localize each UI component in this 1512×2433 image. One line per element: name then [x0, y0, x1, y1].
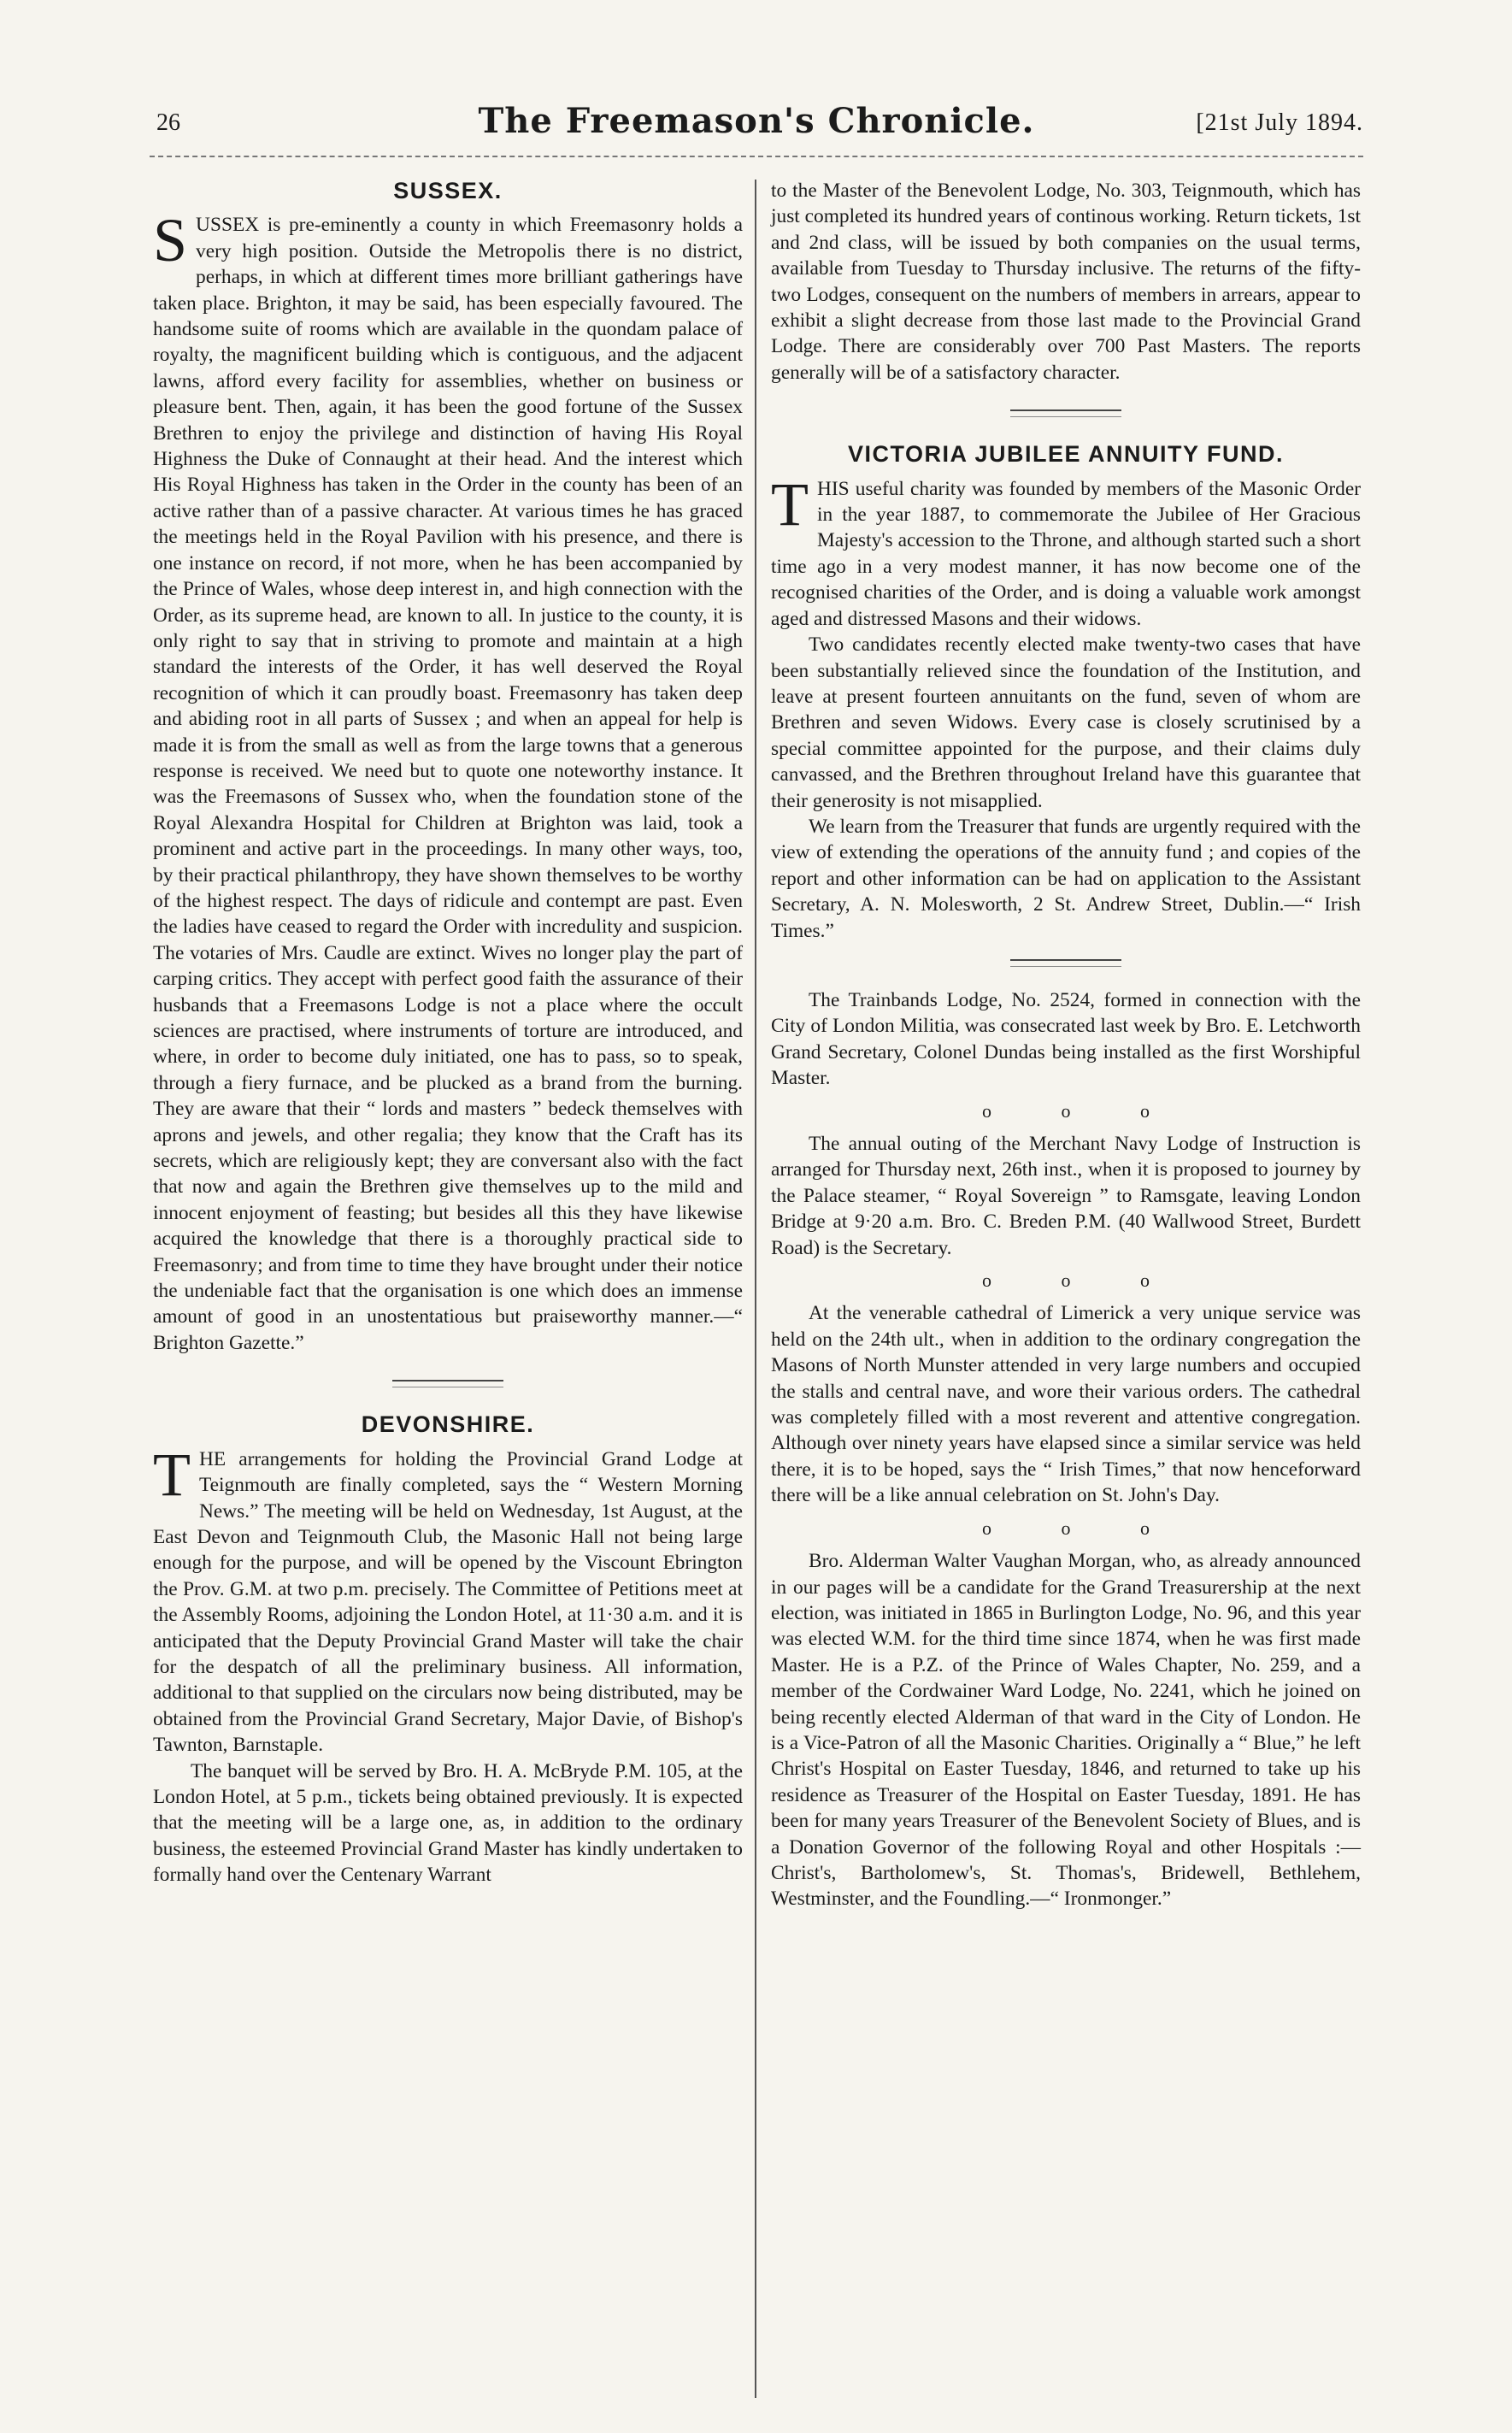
jubilee-paragraph-1 — [771, 469, 1361, 632]
left-column — [153, 178, 743, 1888]
header-rule — [150, 156, 1363, 157]
devonshire-continuation: to the Master of the Benevolent Lodge, No. 303, Teignmouth, which has just completed its hundred years of continous working. Return tickets, 1st and 2nd class, will be issued by both companies on the usual terms, available from Tuesday to Thursday inclusive. The returns of the fifty-two Lodges, consequent on the numbers of members in arrears, appear to exhibit a slight decrease from those last made to the Provincial Grand Lodge. There are considerably over 700 Past Masters. The reports generally will be of a satisfactory character. — [771, 180, 1361, 384]
devonshire-paragraph-2: The banquet will be served by Bro. H. A. McBryde P.M. 105, at the London Hotel, at 5 p.m., tickets being obtained previously. It is expected that the meeting will be a large one, as, in addition to the ordinary business, the esteemed Provincial Grand Master has kindly undertaken to formally hand over the Centenary Warrant — [153, 1759, 743, 1887]
separator-dots: o o o — [982, 1270, 1182, 1292]
morgan-paragraph: Bro. Alderman Walter Vaughan Morgan, who, as already announced in our pages will be a candidate for the Grand Treasurership at the next election, was initiated in 1865 in Burlington Lodge, No. 96, and this year was elected W.M. for the third time since 1874, when he was first made Master. He is a P.Z. of the Prince of Wales Chapter, No. 259, and a member of the Cordwainer Ward Lodge, No. 2241, which he joined on being recently elected Alderman of that ward in the City of London. He is a Vice-Patron of all the Masonic Charities. Originally a “ Blue,” he left Christ's Hospital on Easter Tuesday, 1846, and returned to take up his residence as Treasurer of the Hospital on Easter Tuesday, 1891. He has been for many years Treasurer of the Benevolent Society of Blues, and is a Donation Governor of the following Royal and other Hospitals :—Christ's, Bartholomew's, St. Thomas's, Bridewell, Bethlehem, Westminster, and the Foundling.—“ Ironmonger.” — [771, 1550, 1361, 1911]
page-number: 26 — [156, 109, 180, 136]
devonshire-heading: DEVONSHIRE. — [361, 1411, 535, 1438]
jubilee-text-1: HIS useful charity was founded by members of the Masonic Order in the year 1887, to commemorate the Jubilee of Her Gracious Majesty's accession to the Throne, and although started such a short time ago in a very modest manner, it has now become one of the recognised charities of the Order, and is doing a valuable work amongst aged and distressed Masons and their widows. — [771, 477, 1361, 630]
section-rule — [1010, 959, 1121, 967]
masthead — [150, 101, 1363, 152]
section-rule — [1010, 409, 1121, 417]
devonshire-text-1: HE arrangements for holding the Provincial Grand Lodge at Teignmouth are finally completed, says the “ Western Morning News.” The meeting will be held on Wednesday, 1st August, at the East Devon and Teignmouth Club, the Masonic Hall not being large enough for the purpose, and will be opened by the Viscount Ebrington the Prov. G.M. at two p.m. precisely. The Committee of Petitions meet at the Assembly Rooms, adjoining the London Hotel, at 11·30 a.m. and it is anticipated that the Deputy Provincial Grand Master will take the chair for the despatch of all the preliminary business. All information, additional to that supplied on the circulars now being distributed, may be obtained from the Provincial Grand Secretary, Major Davie, of Bishop's Tawnton, Barnstaple. — [153, 1447, 743, 1757]
separator-dots: o o o — [982, 1099, 1182, 1122]
trainbands-paragraph: The Trainbands Lodge, No. 2524, formed in connection with the City of London Militia, was consecrated last week by Bro. E. Letchworth Grand Secretary, Colonel Dundas being installed as the first Worshipful Master. — [771, 988, 1361, 1090]
dropcap: S — [153, 206, 188, 275]
newspaper-title: The Freemason's Chronicle. — [478, 101, 1035, 141]
issue-date: [21st July 1894. — [1196, 109, 1363, 136]
merchant-navy-paragraph: The annual outing of the Merchant Navy Lodge of Instruction is arranged for Thursday next, 26th inst., when it is proposed to journey by the Palace steamer, “ Royal Sovereign ” to Ramsgate, leaving London Bridge at 9·20 a.m. Bro. C. Breden P.M. (40 Wallwood Street, Burdett Road) is the Secretary. — [771, 1133, 1361, 1259]
limerick-paragraph: At the venerable cathedral of Limerick a very unique service was held on the 24th ult., when in addition to the ordinary congregation the Masons of North Munster attended in very large numbers and occupied the stalls and central nave, and wore their various orders. The cathedral was completely filled with a most reverent and attentive congregation. Although over ninety years have elapsed since a similar service was held there, it is to be hoped, says the “ Irish Times,” that now henceforward there will be a like annual celebration on St. John's Day. — [771, 1302, 1361, 1507]
jubilee-paragraph-2: Two candidates recently elected make twenty-two cases that have been substantially relieved since the foundation of the Institution, and leave at present fourteen annuitants on the fund, seven of whom are Brethren and seven Widows. Every case is closely scrutinised by a special committee appointed for the purpose, and their claims duly canvassed, and the Brethren throughout Ireland have this guarantee that their generosity is not misapplied. — [771, 633, 1361, 812]
dropcap: T — [771, 469, 809, 539]
devonshire-paragraph-1 — [153, 1440, 743, 1758]
sussex-heading: SUSSEX. — [393, 178, 503, 203]
jubilee-paragraph-3: We learn from the Treasurer that funds are urgently required with the view of extending the operations of the annuity fund ; and copies of the report and other information can be had on application to the Assistant Secretary, A. N. Molesworth, 2 St. Andrew Street, Dublin.—“ Irish Times.” — [771, 815, 1361, 942]
separator-dots: o o o — [982, 1517, 1182, 1539]
right-column — [771, 178, 1361, 1912]
dropcap: T — [153, 1440, 191, 1509]
sussex-paragraph — [153, 206, 743, 1356]
sussex-text: USSEX is pre-eminently a county in which Freemasonry holds a very high position. Outside the Metropolis there is no district, perhaps, in which at different times more brilliant gatherings have taken place. Brighton, it may be said, has been especially favoured. The handsome suite of rooms which are available in the quondam palace of royalty, the magnificent building which is contiguous, and the adjacent lawns, afford every facility for assemblies, whether on business or pleasure bent. Then, again, it has been the good fortune of the Sussex Brethren to enjoy the privilege and distinction of having His Royal Highness the Duke of Connaught at their head. And the interest which His Royal Highness has taken in the Order in the county has been of an active rather than of a passive character. At various times he has graced the meetings held in the Royal Pavilion with his presence, and there is one instance on record, if not more, when he has been accompanied by the Prince of Wales, whose deep interest in, and high connection with the Order, as its supreme head, are known to all. In justice to the county, it is only right to say that in striving to promote and maintain at a high standard the interests of the Order, it has well deserved the Royal recognition of which it can proudly boast. Freemasonry has taken deep and abiding root in all parts of Sussex ; and when an appeal for help is made it is from the small as well as from the large towns that a generous response is received. We need but to quote one noteworthy instance. It was the Freemasons of Sussex who, when the foundation stone of the Royal Alexandra Hospital for Children at Brighton was laid, took a prominent and active part in the proceedings. In many other ways, too, by their practical philanthropy, they have shown themselves to be worthy of the highest respect. The days of ridicule and contempt are past. Even the ladies have ceased to regard the Order with incredulity and suspicion. The votaries of Mrs. Caudle are extinct. Wives no longer play the part of carping critics. They accept with perfect good faith the assurance of their husbands that a Freemasons Lodge is not a place where the occult sciences are practised, where instruments of torture are introduced, and where, in order to become duly initiated, one has to pass, so to speak, through a fiery furnace, and be plucked as a brand from the burning. They are aware that their “ lords and masters ” bedeck themselves with aprons and jewels, and other regalia; they know that the Craft has its secrets, which are religiously kept; they are conversant also with the fact that now and again the Brethren give themselves up to the mild and innocent enjoyment of feasting; but besides all this they have likewise acquired the knowledge that there is a thoroughly practical side to Freemasonry; and from time to time they have brought under their notice the undeniable fact that the organisation is one which does an immense amount of good in an unostentatious but praiseworthy manner.—“ Brighton Gazette.” — [153, 214, 743, 1354]
jubilee-heading: VICTORIA JUBILEE ANNUITY FUND. — [847, 441, 1285, 468]
section-rule — [392, 1380, 503, 1387]
column-divider — [755, 180, 756, 2398]
